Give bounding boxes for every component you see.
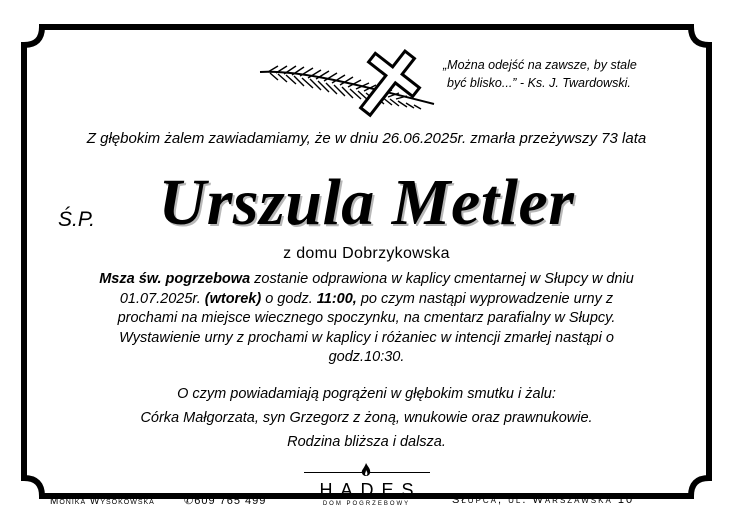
cross-with-palm-icon [258,44,440,122]
mass-text-2: o godz. [261,290,317,307]
funeral-details [60,270,673,368]
quote-line-2: być blisko...” - Ks. J. Twardowski. [447,76,631,90]
funeral-weekday: (wtorek) [204,290,262,307]
phone-number: ✆609 765 499 [184,495,267,507]
brand-subtitle: DOM POGRZEBOWY [322,501,411,507]
mass-text-1: zostanie odprawiona w kaplicy cmentarnej w Słupcy w dniu [250,271,634,287]
death-announcement: Z głębokim żalem zawiadamiamy, że w dniu 26.06.2025r. zmarła przeżywszy 73 lata [86,130,647,147]
sp-prefix: Ś.P. [58,208,95,231]
mass-line-4: Wystawienie urny z prochami w kaplicy i różaniec w intencji zmarłej nastąpi o [119,329,614,346]
closing-line-1: O czym powiadamiają pogrążeni w głębokim smutku i żalu: [177,386,556,402]
quote-line-1: „Można odejść na zawsze, by stale [443,58,637,72]
funeral-date: 01.07.2025r. [119,290,201,307]
flame-icon [358,462,374,480]
closing-line-3: Rodzina bliższa i dalsza. [287,434,446,450]
mass-line-5: godz.10:30. [328,349,405,366]
family-list: Córka Małgorzata, syn Grzegorz z żoną, wnukowie oraz prawnukowie. [140,410,593,426]
deceased-name: Urszula Metler [158,166,575,239]
maiden-name: z domu Dobrzykowska [283,245,450,262]
logo-divider-left [304,472,366,473]
brand-logo-text: HADES [319,480,422,500]
logo-divider-right [368,472,430,473]
mass-text-3: po czym nastąpi wyprowadzenie urny z [356,290,614,307]
designer-name: Monika Wysokowska [50,496,155,507]
mass-label: Msza św. pogrzebowa [99,271,251,287]
mass-line-3: prochami na miejsce wiecznego spoczynku, na cmentarz parafialny w Słupcy. [117,310,616,327]
funeral-time: 11:00, [316,290,357,307]
quote-text [443,56,683,92]
funeral-home-address: Słupca, ul. Warszawska 10 [452,494,635,506]
